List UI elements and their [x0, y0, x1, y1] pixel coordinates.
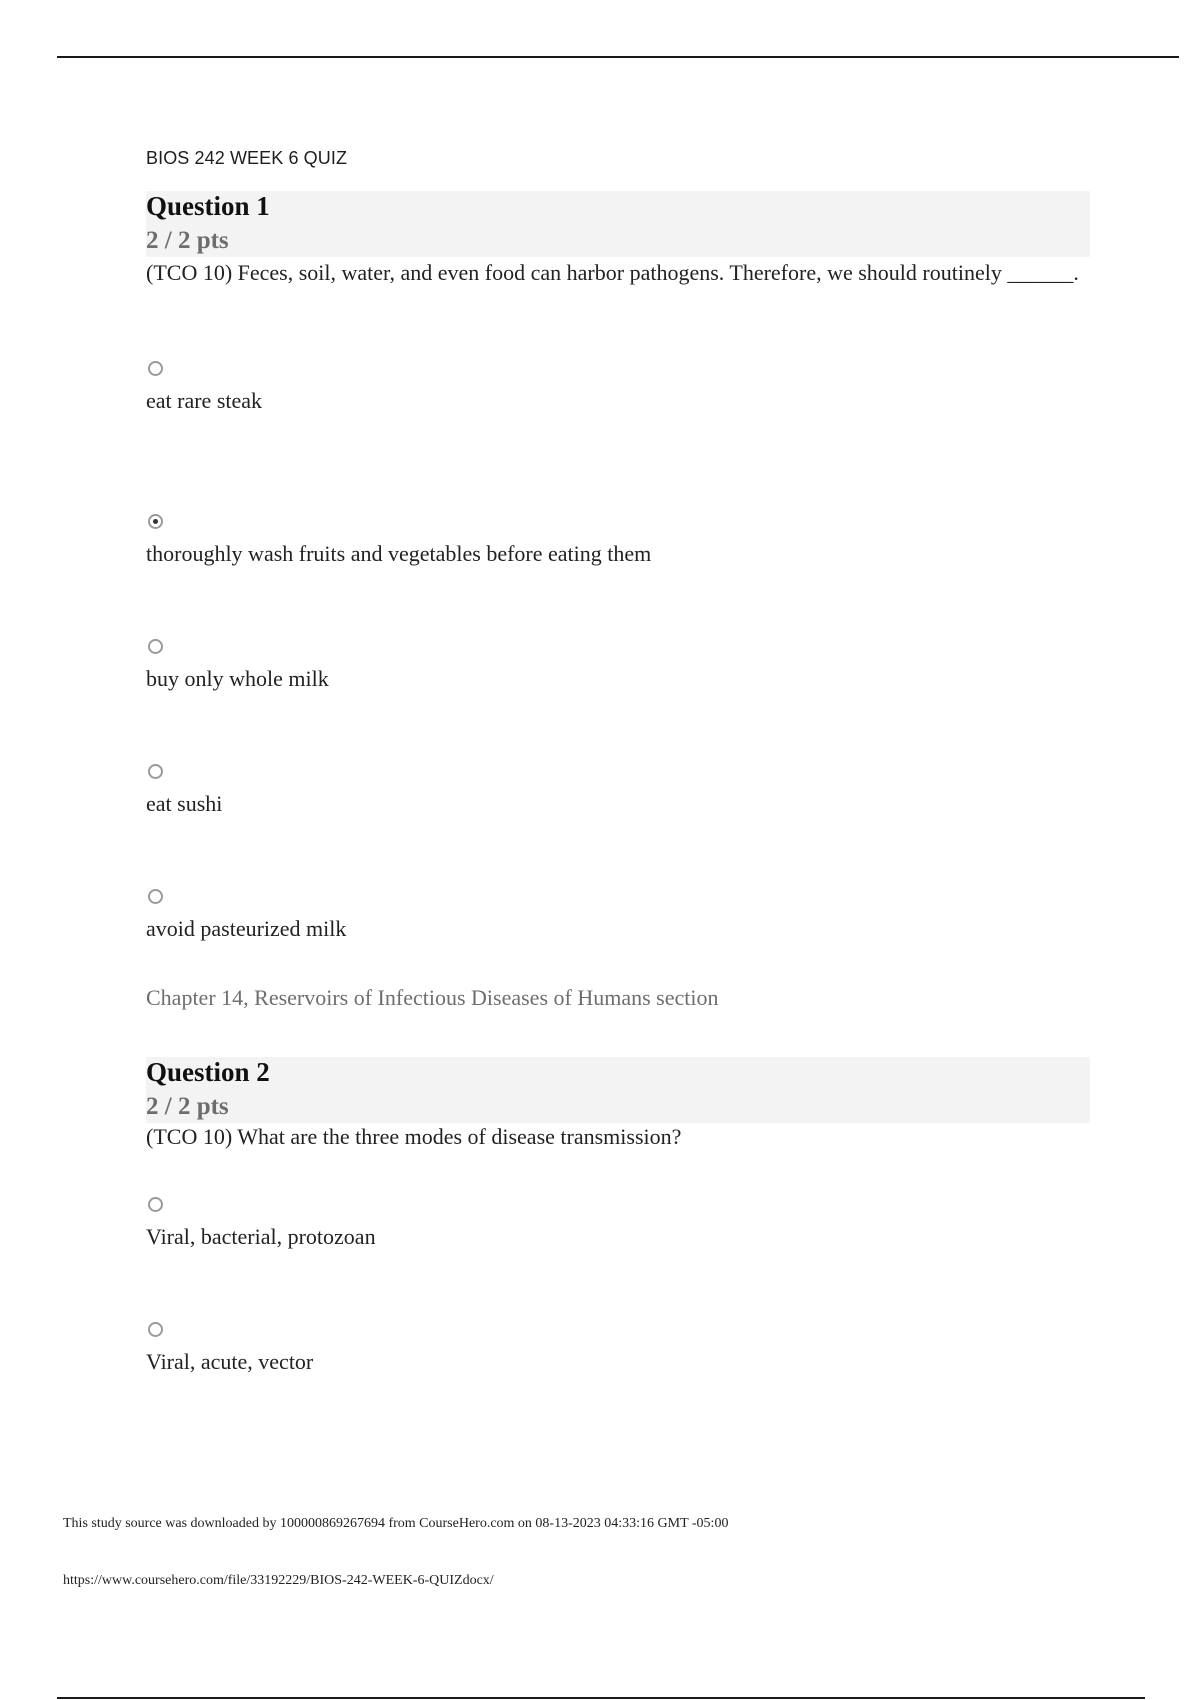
question-1-text: (TCO 10) Feces, soil, water, and even food can harbor pathogens. Therefore, we should routinely ______.	[146, 260, 1079, 285]
question-1-option-5-label: avoid pasteurized milk	[146, 916, 347, 941]
question-1-option-4-radio[interactable]	[148, 764, 163, 779]
question-2-title: Question 2	[146, 1057, 270, 1087]
question-1-option-3-radio[interactable]	[148, 639, 163, 654]
question-1-option-2-radio[interactable]	[148, 514, 163, 529]
question-2-header	[146, 1057, 1090, 1123]
document-title: BIOS 242 WEEK 6 QUIZ	[146, 148, 348, 168]
question-2-option-2-radio[interactable]	[148, 1322, 163, 1337]
question-1-option-5-radio[interactable]	[148, 889, 163, 904]
question-1-option-1-label: eat rare steak	[146, 388, 263, 413]
question-1-option-4-label: eat sushi	[146, 791, 223, 816]
question-2-text: (TCO 10) What are the three modes of disease transmission?	[146, 1124, 682, 1149]
question-1-option-3-label: buy only whole milk	[146, 666, 329, 691]
top-rule	[57, 56, 1179, 58]
question-2-option-2-label: Viral, acute, vector	[146, 1349, 314, 1374]
question-1-option-1-radio[interactable]	[148, 361, 163, 376]
question-1-header	[146, 191, 1090, 257]
question-1-title: Question 1	[146, 191, 270, 221]
question-2-points: 2 / 2 pts	[146, 1093, 229, 1120]
footer-url[interactable]: https://www.coursehero.com/file/33192229/BIOS-242-WEEK-6-QUIZdocx/	[63, 1573, 494, 1588]
question-2-option-1-label: Viral, bacterial, protozoan	[146, 1224, 376, 1249]
question-2-option-1-radio[interactable]	[148, 1197, 163, 1212]
footer-source-note: This study source was downloaded by 100000869267694 from CourseHero.com on 08-13-2023 04:33:16 GMT -05:00	[63, 1516, 729, 1531]
question-1-reference: Chapter 14, Reservoirs of Infectious Diseases of Humans section	[146, 985, 719, 1010]
question-1-option-2-label: thoroughly wash fruits and vegetables before eating them	[146, 541, 652, 566]
question-1-points: 2 / 2 pts	[146, 227, 229, 254]
bottom-rule	[57, 1697, 1145, 1699]
